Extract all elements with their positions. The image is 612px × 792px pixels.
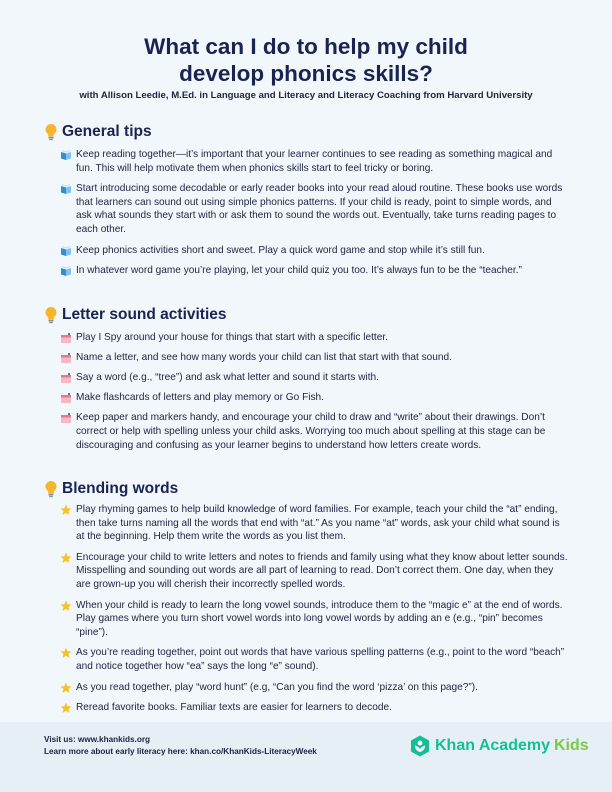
section-title: Blending words xyxy=(62,480,179,497)
book-icon xyxy=(60,183,72,195)
list-item xyxy=(60,646,570,673)
list-item xyxy=(60,681,570,695)
list-item-text: Play I Spy around your house for things that start with a specific letter. xyxy=(76,332,388,343)
list-item xyxy=(60,411,570,452)
list-item-text: Start introducing some decodable or early reader books into your read aloud routine. These books use words that learners can sound out using simple phonics patterns. If your child is ready, point to simple words, and ask what sounds they start with or ask them to sound the words out. Eventually, take turns reading pages to each other. xyxy=(76,183,563,235)
star-icon xyxy=(60,647,72,659)
star-icon xyxy=(60,682,72,694)
list-item-text: Reread favorite books. Familiar texts are easier for learners to decode. xyxy=(76,702,392,714)
list-item xyxy=(60,331,570,345)
star-icon xyxy=(60,552,72,564)
footer xyxy=(0,722,612,792)
list-item xyxy=(60,244,570,258)
section-title: General tips xyxy=(62,123,152,140)
book-icon xyxy=(60,245,72,257)
section-title: Letter sound activities xyxy=(62,306,227,323)
general-tips-list xyxy=(60,148,570,278)
title-line-2: develop phonics skills? xyxy=(179,61,433,86)
list-item xyxy=(60,264,570,278)
blending-words-list xyxy=(60,503,570,715)
khan-academy-logo-icon xyxy=(410,735,430,757)
block-icon xyxy=(60,352,72,364)
list-item xyxy=(60,351,570,365)
author-credit: with Allison Leedie, M.Ed. in Language and Literacy and Literacy Coaching from Harvard University xyxy=(79,90,533,101)
star-icon xyxy=(60,702,72,714)
lightbulb-icon xyxy=(44,480,58,498)
learn-more-link[interactable]: Learn more about early literacy here: khan.co/KhanKids-LiteracyWeek xyxy=(44,747,317,756)
list-item-text: Keep reading together—it’s important that your learner continues to see reading as something magical and fun. This will help motivate them when phonics skills start to feel tricky or boring. xyxy=(76,149,553,174)
khan-academy-kids-logo[interactable] xyxy=(410,735,589,757)
list-item xyxy=(60,371,570,385)
list-item xyxy=(60,701,570,715)
block-icon xyxy=(60,332,72,344)
list-item-text: Name a letter, and see how many words your child can list that start with that sound. xyxy=(76,352,452,364)
list-item xyxy=(60,148,570,175)
visit-link[interactable]: Visit us: www.khankids.org xyxy=(44,735,151,744)
brand-suffix: Kids xyxy=(554,737,589,754)
star-icon xyxy=(60,504,72,516)
section-heading-general-tips xyxy=(44,122,152,142)
list-item-text: When your child is ready to learn the long vowel sounds, introduce them to the “magic e” at the end of words. Play games where you turn short vowel words into long vowel words by adding an e (e.g., “pin” becomes “pine”). xyxy=(76,599,563,638)
list-item xyxy=(60,391,570,405)
list-item-text: Encourage your child to write letters and notes to friends and family using what they know about letter sounds. Misspelling and sounding out words are all part of learning to read. Don’t correct them. One day, when they are grown-up you will cherish their incorrectly spelled words. xyxy=(76,551,568,590)
list-item-text: Make flashcards of letters and play memory or Go Fish. xyxy=(76,392,324,404)
list-item xyxy=(60,551,570,592)
star-icon xyxy=(60,600,72,612)
section-heading-blending-words xyxy=(44,479,178,499)
block-icon xyxy=(60,392,72,404)
lightbulb-icon xyxy=(44,123,58,141)
list-item-text: Say a word (e.g., “tree”) and ask what letter and sound it starts with. xyxy=(76,372,379,384)
lightbulb-icon xyxy=(44,306,58,324)
section-heading-letter-sound-activities xyxy=(44,305,227,325)
list-item-text: Play rhyming games to help build knowledge of word families. For example, teach your child the “at” ending, then take turns naming all the words that end with “at.” As you name “at” words, ask your child what sound is at the beginning. Help them write the words as you list them. xyxy=(76,504,560,543)
page-title xyxy=(0,33,612,87)
list-item-text: Keep paper and markers handy, and encourage your child to draw and “write” about their drawings. Don’t correct or help with spelling unless your child asks. Worrying too much about spelling at this stage can be discouraging and confusing as your learner begins to understand how letters create words. xyxy=(76,412,546,451)
letter-sound-activities-list xyxy=(60,331,570,452)
list-item-text: As you read together, play “word hunt” (e.g, “Can you find the word ‘pizza’ on this page?”). xyxy=(76,681,478,693)
list-item xyxy=(60,182,570,236)
list-item-text: Keep phonics activities short and sweet. Play a quick word game and stop while it’s still fun. xyxy=(76,244,485,256)
block-icon xyxy=(60,372,72,384)
brand-name: Khan Academy xyxy=(435,737,550,754)
list-item-text: In whatever word game you’re playing, let your child quiz you too. It’s always fun to be the “teacher.” xyxy=(76,265,522,277)
book-icon xyxy=(60,265,72,277)
title-line-1: What can I do to help my child xyxy=(144,34,468,59)
list-item xyxy=(60,503,570,544)
book-icon xyxy=(60,149,72,161)
list-item xyxy=(60,599,570,640)
block-icon xyxy=(60,412,72,424)
list-item-text: As you’re reading together, point out words that have various spelling patterns (e.g., point to the word “beach” and notice together how “ea” says the long “e” sound). xyxy=(76,647,565,672)
